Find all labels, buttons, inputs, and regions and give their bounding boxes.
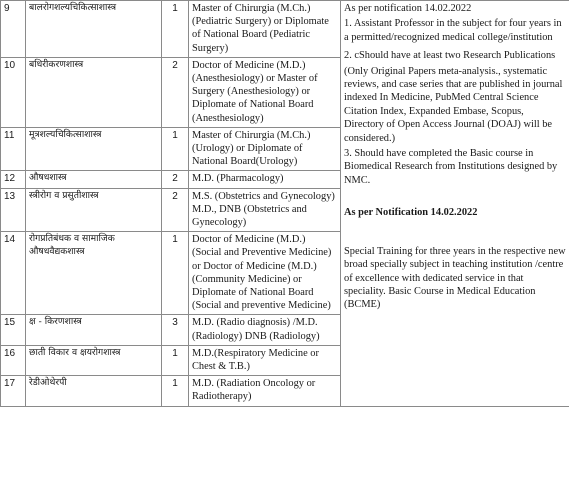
table-row (1, 1, 569, 58)
rule-point-1: 1. Assistant Professor in the subject for four years in a permitted/recognized medical college/institution (344, 18, 562, 43)
seat-count: 1 (162, 232, 189, 315)
rule-point-3: 3. Should have completed the Basic course in Biomedical Research from Institutions designed by NMC. (344, 148, 558, 186)
subject-name: रेडीओथेरपी (26, 376, 162, 406)
notification-heading: As per notification 14.02.2022 (344, 3, 472, 14)
subject-name: बालरोगशल्यचिकित्साशास्त्र (26, 1, 162, 58)
seat-count: 3 (162, 315, 189, 345)
serial-number: 17 (1, 376, 26, 406)
serial-number: 16 (1, 345, 26, 375)
subject-name: छाती विकार व क्षयरोगशास्त्र (26, 345, 162, 375)
subject-name: रोगप्रतिबंधक व सामाजिक औषधवैद्यकशास्त्र (26, 232, 162, 315)
special-training-text: Special Training for three years in the respective new broad specially subject in teaching institution /centre of excellence with dedicated service in that speciality. Basic Course in Medical Education (BCME) (344, 245, 566, 311)
subject-name: स्त्रीरोग व प्रसुतीशास्त्र (26, 188, 162, 232)
seat-count: 2 (162, 188, 189, 232)
qualification-text: Doctor of Medicine (M.D.) (Anesthesiology) or Master of Surgery (Anesthesiology) or Diplomate of National Board (Anesthesiology) (189, 57, 341, 127)
serial-number: 14 (1, 232, 26, 315)
qualification-text: M.D.(Respiratory Medicine or Chest & T.B.) (189, 345, 341, 375)
qualification-text: M.D. (Radiation Oncology or Radiotherapy) (189, 376, 341, 406)
subject-name: मूत्रशल्यचिकित्साशास्त्र (26, 127, 162, 171)
qualification-text: Doctor of Medicine (M.D.) (Social and Preventive Medicine) or Doctor of Medicine (M.D.) (Community Medicine) or Diplomate of National Board (Social and preventive Medicine) (189, 232, 341, 315)
seat-count: 1 (162, 1, 189, 58)
subject-name: बधिरीकरणशास्त्र (26, 57, 162, 127)
seat-count: 1 (162, 345, 189, 375)
notification-heading-2: As per Notification 14.02.2022 (344, 207, 478, 219)
rule-point-2: 2. cShould have at least two Research Publications (344, 50, 556, 62)
seat-count: 2 (162, 171, 189, 188)
seat-count: 1 (162, 376, 189, 406)
subject-name: क्ष - किरणशास्त्र (26, 315, 162, 345)
serial-number: 9 (1, 1, 26, 58)
qualification-text: Master of Chirurgia (M.Ch.) (Pediatric Surgery) or Diplomate of National Board (Pediatric Surgery) (189, 1, 341, 58)
serial-number: 10 (1, 57, 26, 127)
qualification-text: M.S. (Obstetrics and Gynecology) M.D., DNB (Obstetrics and Gynecology) (189, 188, 341, 232)
serial-number: 11 (1, 127, 26, 171)
eligibility-rules (341, 1, 569, 407)
rule-point-2-note: (Only Original Papers meta-analysis., systematic reviews, and case series that are published in journal indexed In Medicine, PubMed Central Science Citation Index, Expanded Embase, Scopus, Directory of Open Access Journal (DOAJ) will be considered.) (344, 65, 563, 144)
seat-count: 1 (162, 127, 189, 171)
serial-number: 12 (1, 171, 26, 188)
qualification-text: M.D. (Radio diagnosis) /M.D. (Radiology) DNB (Radiology) (189, 315, 341, 345)
serial-number: 15 (1, 315, 26, 345)
spacer (344, 225, 566, 245)
qualification-text: Master of Chirurgia (M.Ch.) (Urology) or Diplomate of National Board(Urology) (189, 127, 341, 171)
spacer (344, 192, 566, 206)
seat-count: 2 (162, 57, 189, 127)
qualification-text: M.D. (Pharmacology) (189, 171, 341, 188)
subject-name: औषधशास्त्र (26, 171, 162, 188)
serial-number: 13 (1, 188, 26, 232)
